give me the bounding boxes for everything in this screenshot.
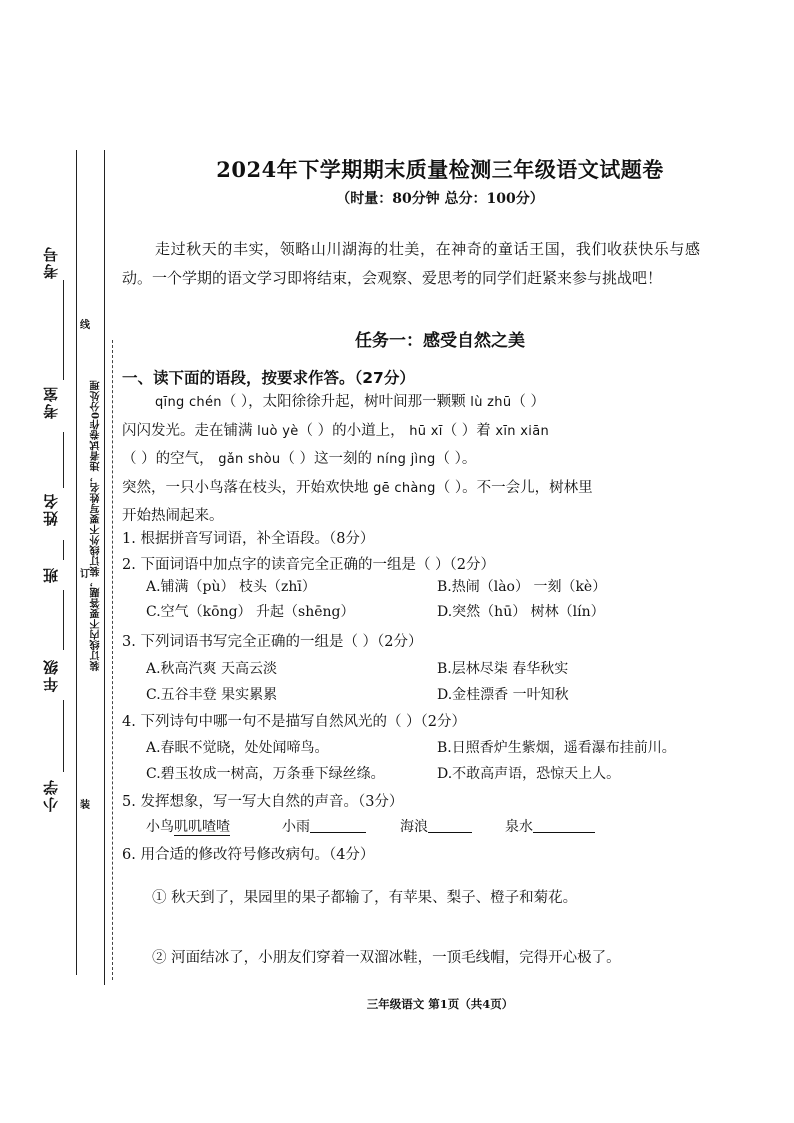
- answer-blank[interactable]: （ ）这一刻的: [280, 451, 373, 467]
- q5-prefix: 小雨: [282, 819, 310, 835]
- q3-option-a[interactable]: A.秋高汽爽 天高云淡: [146, 661, 278, 677]
- pinyin: níng jìng: [376, 452, 436, 467]
- passage-text: 闪闪发光。走在铺满: [122, 422, 253, 439]
- passage-text: 突然，一只小鸟落在枝头，开始欢快地: [122, 479, 369, 496]
- q2-option-c[interactable]: C.空气（kōng） 升起（shēng）: [146, 604, 355, 620]
- q5-example-answer: 叽叽喳喳: [174, 819, 230, 835]
- q5-answer-line[interactable]: [533, 818, 595, 833]
- question-3: 3. 下列词语书写完全正确的一组是（ ）（2分）: [122, 634, 423, 650]
- q5-item-rain: [282, 816, 366, 836]
- q5-item-spring: [505, 816, 595, 836]
- q5-prefix: 小鸟: [146, 819, 174, 835]
- q6-sentence-2[interactable]: ② 河面结冰了，小朋友们穿着一双溜冰鞋，一顶毛线帽，完得开心极了。: [152, 950, 621, 966]
- page-footer: 三年级语文 第1页（共4页）: [366, 997, 514, 1011]
- section-title: 一、读下面的语段，按要求作答。（27分）: [122, 369, 415, 387]
- answer-blank[interactable]: （ ）: [511, 394, 545, 410]
- answer-blank[interactable]: （ ）。: [435, 451, 477, 467]
- field-label-class: 班: [42, 566, 60, 583]
- binding-tick-xian: 线: [80, 320, 90, 331]
- grade-blank: [63, 590, 64, 650]
- reading-passage: [122, 388, 702, 531]
- binding-dash-line: [112, 340, 113, 980]
- passage-line: [122, 417, 702, 446]
- question-2: 2. 下面词语中加点字的读音完全正确的一组是（ ）（2分）: [122, 557, 496, 573]
- pinyin: xīn xiān: [495, 423, 549, 439]
- passage-text: （ ），太阳徐徐升起，树叶间那一颗颗: [221, 394, 466, 410]
- q4-option-d[interactable]: D.不敢高声语，恐惊天上人。: [437, 766, 621, 782]
- q2-option-a[interactable]: A.铺满（pù） 枝头（zhī）: [146, 579, 316, 595]
- q5-answer-line[interactable]: [310, 818, 366, 833]
- q2-option-d[interactable]: D.突然（hū） 树林（lín）: [437, 604, 605, 620]
- pinyin: hū xī: [409, 423, 443, 439]
- answer-blank[interactable]: （ ）的小道上，: [298, 422, 405, 439]
- passage-line: [122, 445, 702, 474]
- q6-sentence-1[interactable]: ① 秋天到了，果园里的果子都输了，有苹果、梨子、橙子和菊花。: [152, 890, 578, 906]
- answer-blank[interactable]: （ ）的空气，: [122, 451, 214, 467]
- q3-option-d[interactable]: D.金桂漂香 一叶知秋: [437, 687, 569, 703]
- pinyin: qīng chén: [155, 395, 222, 410]
- question-4: 4. 下列诗句中哪一句不是描写自然风光的（ ）（2分）: [122, 714, 467, 730]
- q3-option-c[interactable]: C.五谷丰登 果实累累: [146, 687, 278, 703]
- question-5: 5. 发挥想象，写一写大自然的声音。（3分）: [122, 794, 404, 810]
- passage-text: 开始热闹起来。: [122, 508, 224, 524]
- name-blank: [63, 432, 64, 488]
- intro-paragraph: 走过秋天的丰实，领略山川湖海的壮美，在神奇的童话王国，我们收获快乐与感动。一个学期的语文学习即将结束，会观察、爱思考的同学们赶紧来参与挑战吧！: [122, 240, 700, 287]
- passage-line: [122, 388, 702, 417]
- q2-option-b[interactable]: B.热闹（lào） 一刻（kè）: [437, 579, 607, 595]
- q5-answer-line[interactable]: [428, 818, 472, 833]
- answer-blank[interactable]: （ ）着: [442, 422, 491, 439]
- field-label-exam-no: 考号: [42, 245, 60, 279]
- q5-prefix: 海浪: [400, 819, 428, 835]
- task-title: 任务一：感受自然之美: [355, 331, 525, 351]
- pinyin: lù zhū: [470, 395, 512, 410]
- pinyin: luò yè: [257, 423, 299, 439]
- pinyin: gē chàng: [373, 480, 436, 496]
- answer-blank[interactable]: （ ）。不一会儿，树林里: [435, 479, 593, 496]
- q5-item-bird: [146, 816, 230, 836]
- binding-line-outer: [76, 150, 77, 975]
- pinyin: gǎn shòu: [218, 452, 281, 467]
- field-label-grade: 年级: [42, 658, 60, 692]
- q4-option-a[interactable]: A.春眠不觉晓，处处闻啼鸟。: [146, 740, 329, 756]
- binding-note: 装订线内不要答题，装订线外不要写姓名，违者试卷作0分处理: [91, 380, 102, 671]
- school-blank: [63, 700, 64, 772]
- exam-subtitle: （时量：80分钟 总分：100分）: [336, 191, 544, 207]
- q5-prefix: 泉水: [505, 819, 533, 835]
- q4-option-c[interactable]: C.碧玉妆成一树高，万条垂下绿丝绦。: [146, 766, 385, 782]
- binding-tick-ding: 订: [80, 569, 90, 580]
- exam-title: 2024年下学期期末质量检测三年级语文试题卷: [216, 157, 664, 182]
- field-label-name: 姓名: [42, 492, 60, 526]
- q4-option-b[interactable]: B.日照香炉生紫烟，遥看瀑布挂前川。: [437, 740, 676, 756]
- q5-item-wave: [400, 816, 472, 836]
- field-label-school: 小学: [42, 778, 60, 812]
- field-label-room: 考室: [42, 385, 60, 419]
- binding-tick-zhuang: 装: [80, 800, 90, 811]
- binding-line-inner: [104, 150, 105, 985]
- class-blank: [63, 540, 64, 560]
- passage-line: [122, 474, 702, 503]
- question-1: 1. 根据拼音写词语，补全语段。（8分）: [122, 531, 375, 547]
- question-6: 6. 用合适的修改符号修改病句。（4分）: [122, 847, 375, 863]
- q3-option-b[interactable]: B.层林尽柒 春华秋实: [437, 661, 569, 677]
- room-blank: [63, 280, 64, 380]
